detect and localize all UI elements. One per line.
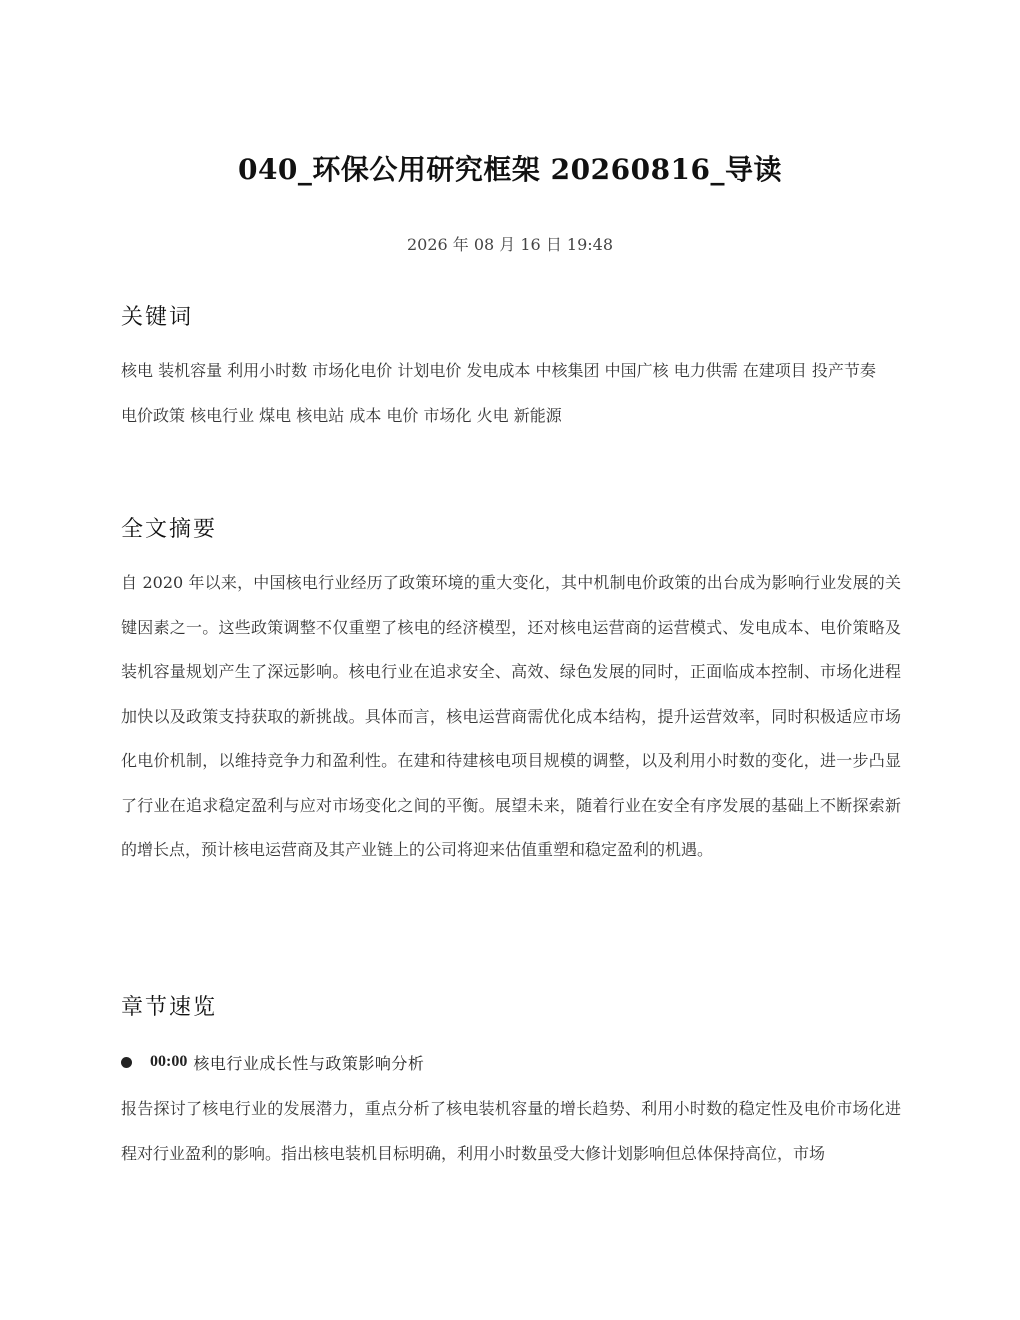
chapter-description: 报告探讨了核电行业的发展潜力，重点分析了核电装机容量的增长趋势、利用小时数的稳定性及电价市场化进程对行业盈利的影响。指出核电装机目标明确，利用小时数虽受大修计划影响但总体保持高位，市场 (121, 1099, 901, 1163)
bullet-dot-icon (121, 1057, 132, 1068)
chapter-item (121, 1050, 424, 1074)
keywords-line-2: 电价政策 核电行业 煤电 核电站 成本 电价 市场化 火电 新能源 (121, 405, 562, 425)
keywords-list (121, 349, 901, 438)
summary-heading: 全文摘要 (121, 517, 218, 542)
document-date: 2026 年 08 月 16 日 19:48 (406, 235, 614, 254)
summary-paragraph: 自 2020 年以来，中国核电行业经历了政策环境的重大变化，其中机制电价政策的出台成为影响行业发展的关键因素之一。这些政策调整不仅重塑了核电的经济模型，还对核电运营商的运营模式、发电成本、电价策略及装机容量规划产生了深远影响。核电行业在追求安全、高效、绿色发展的同时，正面临成本控制、市场化进程加快以及政策支持获取的新挑战。具体而言，核电运营商需优化成本结构，提升运营效率，同时积极适应市场化电价机制，以维持竞争力和盈利性。在建和待建核电项目规模的调整，以及利用小时数的变化，进一步凸显了行业在追求稳定盈利与应对市场变化之间的平衡。展望未来，随着行业在安全有序发展的基础上不断探索新的增长点，预计核电运营商及其产业链上的公司将迎来估值重塑和稳定盈利的机遇。 (121, 573, 901, 859)
chapter-title: 核电行业成长性与政策影响分析 (193, 1053, 425, 1073)
chapters-heading: 章节速览 (121, 995, 218, 1020)
document-title: 040_环保公用研究框架 20260816_导读 (237, 153, 783, 186)
keywords-heading: 关键词 (121, 305, 194, 330)
keywords-line-1: 核电 装机容量 利用小时数 市场化电价 计划电价 发电成本 中核集团 中国广核 电力供需 在建项目 投产节奏 (121, 361, 876, 380)
chapter-timestamp: 00:00 (150, 1053, 188, 1070)
